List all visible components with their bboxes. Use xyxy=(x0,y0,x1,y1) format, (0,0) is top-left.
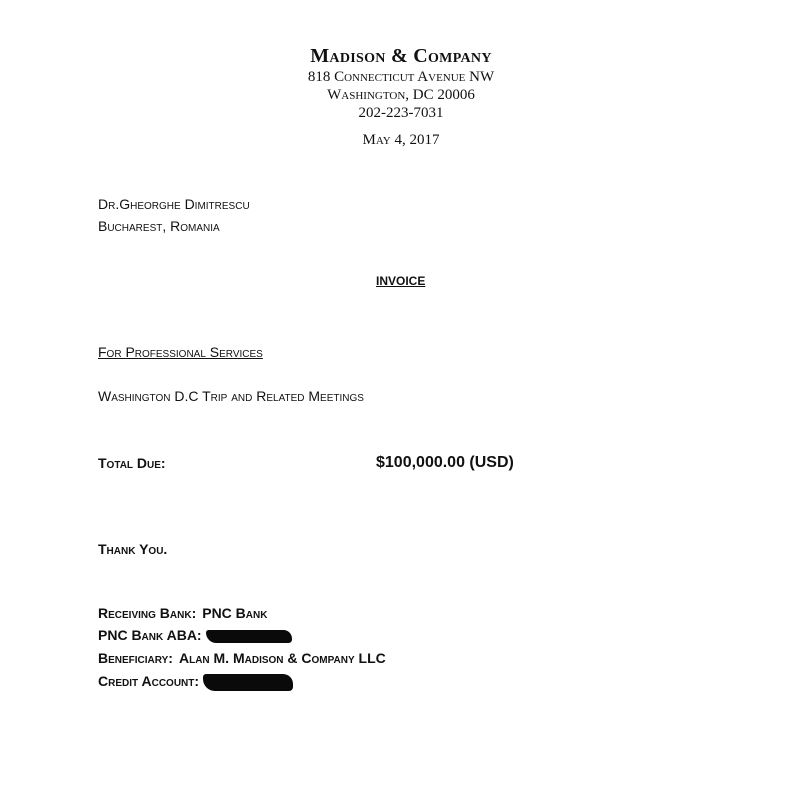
beneficiary-label: Beneficiary: xyxy=(98,650,173,666)
receiving-bank-label: Receiving Bank: xyxy=(98,605,197,621)
aba-line xyxy=(98,627,292,643)
credit-account-label: Credit Account: xyxy=(98,673,200,689)
receiving-bank-line xyxy=(98,605,267,621)
credit-account-redaction xyxy=(203,674,293,691)
services-description: Washington D.C Trip and Related Meetings xyxy=(98,388,364,404)
address-line-2: Washington, DC 20006 xyxy=(327,87,475,103)
invoice-title: INVOICE xyxy=(376,274,426,288)
letterhead xyxy=(200,44,602,122)
receiving-bank-value: PNC Bank xyxy=(202,605,268,621)
recipient-name: Dr.Gheorghe Dimitrescu xyxy=(98,196,250,212)
credit-account-line xyxy=(98,673,293,691)
invoice-date: May 4, 2017 xyxy=(362,132,440,148)
closing-thank-you: Thank You. xyxy=(98,541,168,557)
services-heading: For Professional Services xyxy=(98,344,263,360)
beneficiary-value: Alan M. Madison & Company LLC xyxy=(178,650,386,666)
recipient-block xyxy=(98,193,250,237)
beneficiary-line xyxy=(98,650,386,666)
total-due-amount: $100,000.00 (USD) xyxy=(376,454,514,471)
address-line-1: 818 Connecticut Avenue NW xyxy=(307,69,495,85)
company-name: Madison & Company xyxy=(310,45,492,67)
phone-number: 202-223-7031 xyxy=(358,105,444,121)
recipient-location: Bucharest, Romania xyxy=(98,218,220,234)
aba-label: PNC Bank ABA: xyxy=(98,627,202,643)
aba-redaction xyxy=(206,630,292,643)
total-due-label: Total Due: xyxy=(98,455,166,471)
